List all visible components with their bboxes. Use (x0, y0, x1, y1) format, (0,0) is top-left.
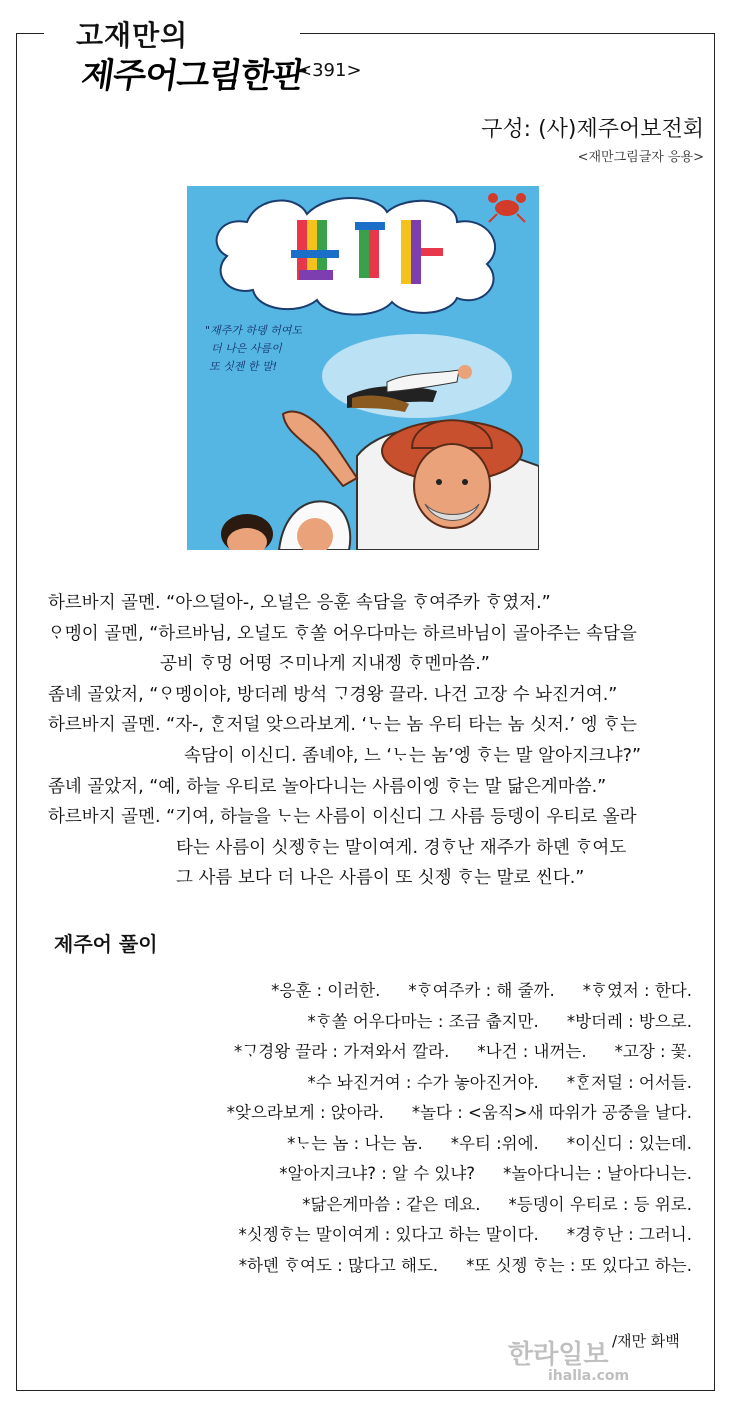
glossary-row: *응훈 : 이러한. *ᄒᆞ여주카 : 해 줄까. *ᄒᆞ였저 : 한다. (271, 981, 692, 1000)
glossary-row: *하뎬 ᄒᆞ여도 : 많다고 해도. *또 싯젱 ᄒᆞ는 : 또 있다고 하는. (238, 1255, 692, 1275)
dialogue-line (48, 710, 700, 741)
dialogue-continuation: 공비 ᄒᆞ멍 어떵 ᄌᆞ미나게 지내젱 ᄒᆞ멘마씀.” (160, 654, 490, 675)
speech: “자-, ᄒᆞᆫ저덜 앚으라보게. ‘ᄂᆞ는 놈 우티 타는 놈 싯저.’ 엥 ᄒᆞ는 (166, 715, 637, 736)
speech: “ᄋᆞ멩이야, 방더레 방석 ᄀᆞ경왕 끌라. 나건 고장 수 놔진거여.” (149, 684, 618, 705)
speaker: 좀녜 골았저, (48, 776, 144, 797)
dialogue-line (48, 802, 700, 833)
glossary-row: *ᄀᆞ경왕 끌라 : 가져와서 깔라. *나건 : 내꺼는. *고장 : 꽃. (234, 1042, 692, 1061)
dialogue-line (48, 680, 700, 711)
dialogue-line (48, 619, 700, 650)
glossary-row: *닮은게마씀 : 같은 데요. *등뎅이 우티로 : 등 위로. (302, 1194, 692, 1214)
glossary-row: *ᄂᆞ는 놈 : 나는 놈. *우티 :위에. *이신디 : 있는데. (287, 1133, 692, 1153)
glossary-row: *앚으라보게 : 앉아라. *놀다 : <움직>새 따위가 공중을 날다. (226, 1103, 692, 1122)
svg-text:더 나은 사름이: 더 나은 사름이 (211, 342, 282, 355)
title-cloud (217, 198, 495, 315)
speaker: ᄋᆞ멩이 골멘, (48, 623, 144, 644)
episode-number: <391> (297, 60, 362, 81)
speaker: 하르바지 골멘. (48, 807, 161, 828)
glossary-row: *ᄒᆞ쏠 어우다마는 : 조금 춥지만. *방더레 : 방으로. (307, 1011, 692, 1031)
glossary-row: *알아지크냐? : 알 수 있냐? *놀아다니는 : 날아다니는. (279, 1164, 692, 1183)
dialogue-line (48, 588, 700, 619)
credit-line: 구성: (사)제주어보전회 (481, 117, 704, 142)
watermark-logo: 한라일보 (508, 1340, 609, 1370)
svg-text:또 싯젠 한 말!: 또 싯젠 한 말! (209, 360, 278, 373)
speech: “하르바님, 오널도 ᄒᆞ쏠 어우다마는 하르바님이 골아주는 속담을 (149, 623, 637, 644)
speaker: 좀녜 골았저, (48, 684, 144, 705)
svg-text:"재주가 하뎅 허여도: "재주가 하뎅 허여도 (205, 324, 303, 337)
dialogue-continuation: 그 사름 보다 더 나은 사름이 또 싯젱 ᄒᆞ는 말로 씬다.” (176, 868, 585, 889)
speech: “예, 하늘 우티로 놀아다니는 사름이엥 ᄒᆞ는 말 닮은게마씀.” (149, 776, 607, 797)
glossary-list (199, 976, 692, 1281)
glossary-row: *싯젱ᄒᆞ는 말이여게 : 있다고 하는 말이다. *경ᄒᆞ난 : 그러니. (238, 1225, 692, 1244)
glossary-title: 제주어 풀이 (54, 932, 158, 956)
glossary-row: *수 놔진거여 : 수가 놓아진거야. *ᄒᆞᆫ저덜 : 어서들. (307, 1072, 692, 1092)
speech: “아으덜아-, 오널은 응훈 속담을 ᄒᆞ여주카 ᄒᆞ였저.” (166, 593, 551, 613)
dialogue-continuation: 타는 사름이 싯젱ᄒᆞ는 말이여게. 경ᄒᆞ난 재주가 하뎬 ᄒᆞ여도 (176, 837, 627, 858)
series-logo: 제주어그림한판 (78, 56, 308, 96)
dialogue-line (48, 772, 700, 803)
speaker: 하르바지 골멘. (48, 593, 161, 613)
dialogue-block (48, 588, 700, 894)
speaker: 하르바지 골멘. (48, 715, 161, 736)
artist-credit: /재만 화백 (612, 1332, 680, 1350)
speech: “기여, 하늘을 ᄂᆞ는 사름이 이신디 그 사름 등뎅이 우티로 올라 (166, 807, 637, 828)
title-word (291, 220, 443, 284)
author-name: 고재만의 (76, 19, 189, 52)
cartoon-illustration (187, 186, 539, 550)
watermark-url: ihalla.com (548, 1368, 630, 1384)
credit-subline: <재만그림글자 응용> (577, 150, 704, 165)
dialogue-continuation: 속담이 이신디. 좀녜야, 느 ‘ᄂᆞ는 놈’엥 ᄒᆞ는 말 알아지크냐?” (184, 745, 642, 766)
